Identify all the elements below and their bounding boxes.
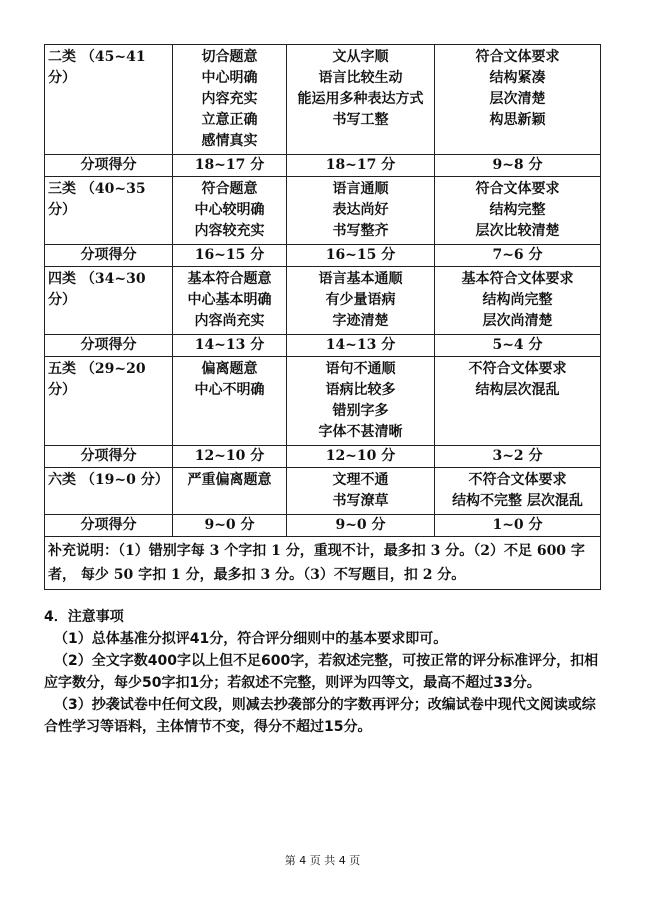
criteria-line: 内容充实: [201, 91, 258, 107]
grade-label: 二类 （45~41 分）: [45, 45, 173, 155]
page-footer: 第 4 页 共 4 页: [284, 854, 361, 867]
notes-heading: 4．注意事项: [44, 609, 124, 625]
score-cell-2: 9~0 分: [287, 515, 435, 537]
criteria-cell-1: [173, 177, 287, 245]
score-row: [45, 245, 601, 267]
criteria-line: 结构紧凑: [489, 70, 546, 86]
criteria-line: 不符合文体要求: [468, 361, 567, 377]
criteria-line: 能运用多种表达方式: [297, 91, 424, 107]
grade-label: 六类 （19~0 分）: [45, 468, 173, 515]
criteria-line: 文理不通: [332, 472, 389, 488]
note-item-2: （2）全文字数400字以上但不足600字，若叙述完整，可按正常的评分标准评分，扣相应字数分，每少50字扣1分；若叙述不完整，则评为四等文，最高不超过33分。: [44, 653, 599, 691]
criteria-line: 语言基本通顺: [318, 271, 403, 287]
criteria-line: 层次比较清楚: [475, 223, 560, 239]
criteria-line: 结构尚完整: [482, 292, 553, 308]
score-row: [45, 515, 601, 537]
score-label: 分项得分: [45, 446, 173, 468]
score-cell-2: 16~15 分: [287, 245, 435, 267]
notes-section: [44, 606, 604, 738]
criteria-line: 字迹清楚: [332, 313, 389, 329]
score-cell-1: 18~17 分: [173, 155, 287, 177]
criteria-line: 书写潦草: [332, 493, 389, 509]
score-label: 分项得分: [45, 155, 173, 177]
grade-row: [45, 45, 601, 155]
criteria-cell-3: [435, 267, 601, 335]
criteria-line: 书写整齐: [332, 223, 389, 239]
criteria-cell-1: [173, 357, 287, 446]
criteria-line: 中心基本明确: [187, 292, 272, 308]
criteria-line: 结构不完整 层次混乱: [452, 493, 583, 509]
score-cell-2: 12~10 分: [287, 446, 435, 468]
criteria-line: 语病比较多: [325, 382, 396, 398]
score-cell-1: 14~13 分: [173, 335, 287, 357]
criteria-line: 立意正确: [201, 112, 258, 128]
criteria-line: 构思新颖: [489, 112, 546, 128]
score-row: [45, 155, 601, 177]
score-cell-3: 7~6 分: [435, 245, 601, 267]
criteria-line: 感情真实: [201, 133, 258, 149]
score-label: 分项得分: [45, 335, 173, 357]
criteria-line: 不符合文体要求: [468, 472, 567, 488]
grade-row: [45, 267, 601, 335]
criteria-cell-3: [435, 468, 601, 515]
criteria-cell-2: [287, 45, 435, 155]
criteria-cell-1: [173, 468, 287, 515]
score-cell-1: 9~0 分: [173, 515, 287, 537]
score-label: 分项得分: [45, 245, 173, 267]
criteria-cell-1: [173, 45, 287, 155]
score-cell-1: 12~10 分: [173, 446, 287, 468]
criteria-line: 字体不甚清晰: [318, 424, 403, 440]
criteria-line: 层次尚清楚: [482, 313, 553, 329]
grade-label: 四类 （34~30 分）: [45, 267, 173, 335]
criteria-line: 符合题意: [201, 181, 258, 197]
score-row: [45, 446, 601, 468]
score-cell-3: 9~8 分: [435, 155, 601, 177]
criteria-line: 语言通顺: [332, 181, 389, 197]
note-item-1: （1）总体基准分拟评41分，符合评分细则中的基本要求即可。: [54, 631, 448, 647]
criteria-cell-3: [435, 357, 601, 446]
grading-table-body: [45, 45, 601, 590]
criteria-line: 结构完整: [489, 202, 546, 218]
criteria-line: 符合文体要求: [475, 49, 560, 65]
criteria-line: 文从字顺: [332, 49, 389, 65]
score-cell-3: 5~4 分: [435, 335, 601, 357]
criteria-line: 错别字多: [332, 403, 389, 419]
criteria-line: 中心不明确: [194, 382, 265, 398]
score-cell-2: 14~13 分: [287, 335, 435, 357]
grade-row: [45, 468, 601, 515]
criteria-line: 语言比较生动: [318, 70, 403, 86]
grade-row: [45, 177, 601, 245]
criteria-line: 切合题意: [201, 49, 258, 65]
score-cell-1: 16~15 分: [173, 245, 287, 267]
criteria-cell-2: [287, 267, 435, 335]
criteria-line: 有少量语病: [325, 292, 396, 308]
grade-label: 五类 （29~20 分）: [45, 357, 173, 446]
criteria-line: 内容尚充实: [194, 313, 265, 329]
grade-label: 三类 （40~35 分）: [45, 177, 173, 245]
criteria-line: 表达尚好: [332, 202, 389, 218]
score-row: [45, 335, 601, 357]
criteria-line: 结构层次混乱: [475, 382, 560, 398]
criteria-cell-3: [435, 177, 601, 245]
criteria-line: 层次清楚: [489, 91, 546, 107]
supplement-note: 补充说明：（1）错别字每 3 个字扣 1 分，重现不计，最多扣 3 分。（2）不足 600 字者， 每少 50 字扣 1 分，最多扣 3 分。（3）不写题目，扣 2 分。: [45, 537, 601, 590]
grade-row: [45, 357, 601, 446]
criteria-line: 符合文体要求: [475, 181, 560, 197]
grading-table: [44, 44, 601, 590]
supplement-row: [45, 537, 601, 590]
criteria-line: 基本符合题意: [187, 271, 272, 287]
criteria-line: 基本符合文体要求: [461, 271, 574, 287]
criteria-cell-2: [287, 177, 435, 245]
score-cell-3: 3~2 分: [435, 446, 601, 468]
criteria-cell-3: [435, 45, 601, 155]
criteria-line: 中心明确: [201, 70, 258, 86]
criteria-cell-2: [287, 357, 435, 446]
criteria-line: 严重偏离题意: [187, 472, 272, 488]
criteria-line: 偏离题意: [201, 361, 258, 377]
criteria-line: 书写工整: [332, 112, 389, 128]
criteria-cell-1: [173, 267, 287, 335]
criteria-cell-2: [287, 468, 435, 515]
criteria-line: 内容较充实: [194, 223, 265, 239]
score-label: 分项得分: [45, 515, 173, 537]
score-cell-2: 18~17 分: [287, 155, 435, 177]
criteria-line: 中心较明确: [194, 202, 265, 218]
criteria-line: 语句不通顺: [325, 361, 396, 377]
score-cell-3: 1~0 分: [435, 515, 601, 537]
note-item-3: （3）抄袭试卷中任何文段，则减去抄袭部分的字数再评分；改编试卷中现代文阅读或综合性学习等语料，主体情节不变，得分不超过15分。: [44, 697, 596, 735]
